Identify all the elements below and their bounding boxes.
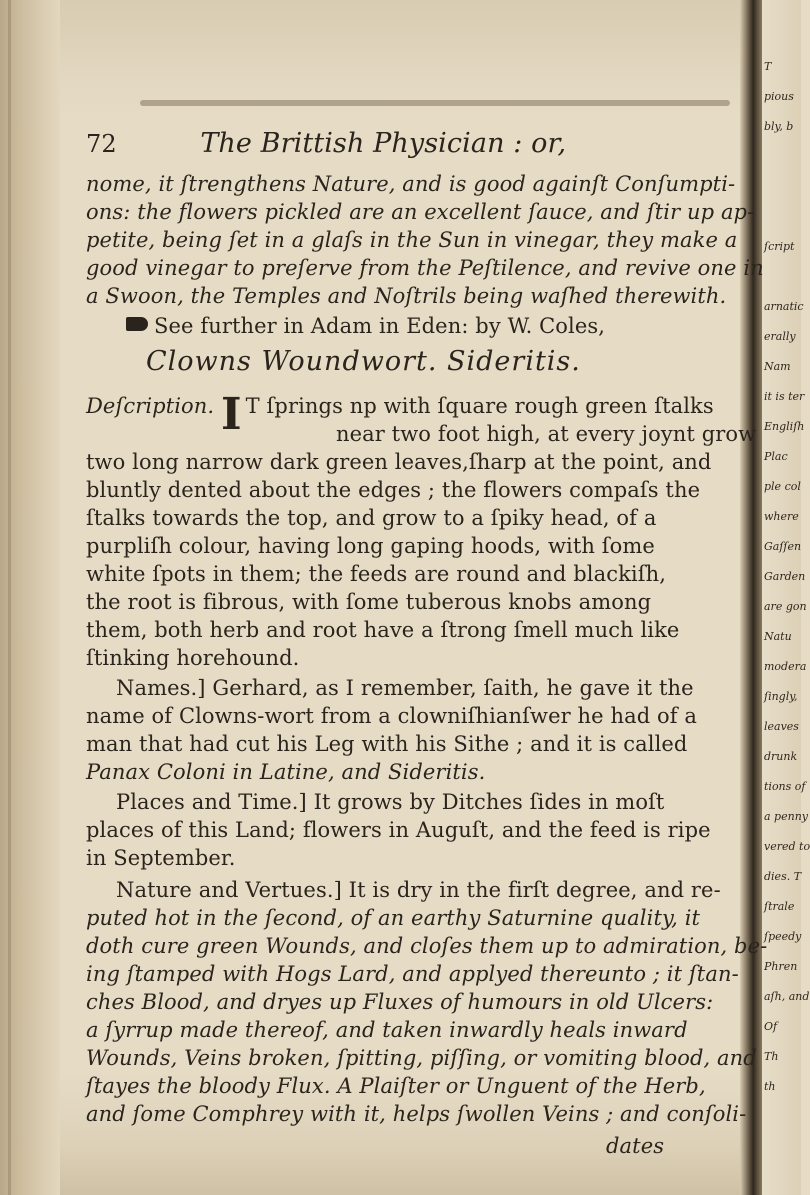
text-line: petite, being ſet in a glaſs in the Sun in vinegar, they make a [86,228,738,252]
facing-page-text: pious [764,90,794,103]
text-line: ons: the flowers pickled are an excellent ſauce, and ſtir up ap- [86,200,755,224]
facing-page-text: Engliſh [764,420,805,433]
text-line: the root is fibrous, with ſome tuberous knobs among [86,590,652,614]
text-line: nome, it ſtrengthens Nature, and is good againſt Conſumpti- [86,172,736,196]
facing-page-text: ſingly, [764,690,798,703]
text-line: in September. [86,846,236,870]
page-number: 72 [86,130,117,158]
drop-cap: I [220,389,242,440]
facing-page-text: ple col [764,480,801,493]
facing-page-text: a penny [764,810,808,823]
facing-page-text: tions of [764,780,806,793]
places-paragraph-line: Places and Time.] It grows by Ditches ſides in moſt [116,790,665,814]
text-line: places of this Land; flowers in Auguſt, and the feed is ripe [86,818,711,842]
text-line: and ſome Comphrey with it, helps ſwollen Veins ; and conſoli- [86,1102,747,1126]
running-header [86,130,566,159]
facing-page-text: Natu [764,630,792,643]
text-line: bluntly dented about the edges ; the flowers compaſs the [86,478,701,502]
facing-page-text: it is ter [764,390,805,403]
text-line: them, both herb and root have a ſtrong ſmell much like [86,618,680,642]
text-line: Panax Coloni in Latine, and Sideritis. [86,760,486,784]
text-line: a ſyrrup made thereof, and taken inwardly heals inward [86,1018,688,1042]
text-line: ches Blood, and dryes up Fluxes of humours in old Ulcers: [86,990,714,1014]
text-line: doth cure green Wounds, and cloſes them up to admiration, be- [86,934,768,958]
text-line: near two foot high, at every joynt grow [336,422,757,446]
facing-page-text: T [764,60,772,73]
text-line: ing ſtamped with Hogs Lard, and applyed thereunto ; it ſtan- [86,962,739,986]
section-title: Clowns Woundwort. Sideritis. [146,346,581,377]
facing-page-text: Plac [764,450,788,463]
facing-page-text: Of [764,1020,778,1033]
running-title: The Brittish Physician : or, [200,128,567,159]
book-edge [0,0,60,1195]
facing-page-text: aſh, and [764,990,810,1003]
text-line: Wounds, Veins broken, ſpitting, piſſing, or vomiting blood, and [86,1046,757,1070]
pointing-hand-icon [126,317,148,331]
facing-page-text: vered to [764,840,810,853]
facing-page-text: modera [764,660,807,673]
facing-page-text: drunk [764,750,798,763]
facing-page-text: ſtrale [764,900,795,913]
facing-page-text: leaves [764,720,799,733]
text-line: name of Clowns-wort from a clowniſhianſwer he had of a [86,704,698,728]
facing-page-text: bly, b [764,120,794,133]
text-line: ſtayes the bloody Flux. A Plaiſter or Unguent of the Herb, [86,1074,706,1098]
facing-page-text: dies. T [764,870,802,883]
see-further-note: See further in Adam in Eden: by W. Coles, [126,312,605,340]
text-line: ſtinking horehound. [86,646,300,670]
text-line: two long narrow dark green leaves,ſharp at the point, and [86,450,712,474]
text-line: ſtalks towards the top, and grow to a ſpiky head, of a [86,506,657,530]
text-line: puted hot in the ſecond, of an earthy Saturnine quality, it [86,906,701,930]
text-line: man that had cut his Leg with his Sithe ; and it is called [86,732,688,756]
nature-paragraph-line: Nature and Vertues.] It is dry in the firſt degree, and re- [116,878,721,902]
catchword: dates [606,1134,665,1158]
text-line: white ſpots in them; the feeds are round and blackiſh, [86,562,666,586]
facing-page-text: Gaſſen [764,540,802,553]
facing-page-text: ſpeedy [764,930,802,943]
description-first-line: Deſcription. I T ſprings np with ſquare rough green ſtalks [86,389,714,440]
facing-page-text: erally [764,330,796,343]
text-line: good vinegar to preſerve from the Peſtilence, and revive one in [86,256,764,280]
book-gutter [740,0,762,1195]
page-top-margin [60,0,760,120]
text-line: a Swoon, the Temples and Noſtrils being waſhed therewith. [86,284,727,308]
facing-page-text: ſcript [764,240,795,253]
facing-page-text: Phren [764,960,798,973]
facing-page-text: arnatic [764,300,804,313]
description-label: Deſcription. [86,394,215,418]
text-line: purpliſh colour, having long gaping hoods, with ſome [86,534,655,558]
facing-page-text: Garden [764,570,806,583]
facing-page-text: Nam [764,360,791,373]
header-rule [140,100,730,106]
facing-page-text: Th [764,1050,779,1063]
names-paragraph-line: Names.] Gerhard, as I remember, ſaith, he gave it the [116,676,694,700]
facing-page-text: are gon [764,600,807,613]
facing-page-text: th [764,1080,776,1093]
facing-page-text: where [764,510,799,523]
facing-page-fragment [762,0,810,1195]
